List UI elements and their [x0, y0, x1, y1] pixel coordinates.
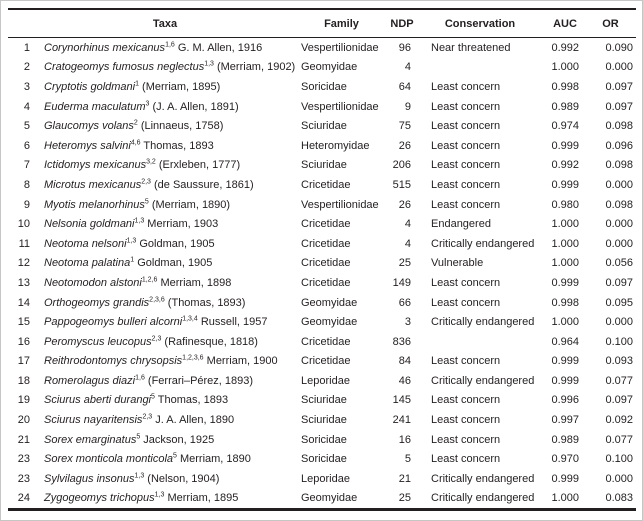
species-authority: (Merriam, 1895) [139, 80, 221, 93]
conservation-cell: Least concern [431, 120, 501, 133]
conservation-cell: Least concern [431, 139, 501, 152]
conservation-cell: Least concern [431, 453, 501, 466]
row-number: 17 [17, 355, 30, 368]
conservation-cell: Least concern [431, 394, 501, 407]
row-number: 15 [17, 316, 30, 329]
column-header-family: Family [294, 9, 389, 38]
species-superscript: 1,6 [135, 374, 145, 382]
species-name: Romerolagus diazi [44, 374, 136, 387]
species-name: Cryptotis goldmani [44, 80, 136, 93]
table-row [8, 469, 636, 489]
auc-cell: 0.998 [551, 80, 579, 93]
species-name: Myotis melanorhinus [44, 198, 145, 211]
family-cell: Vespertilionidae [301, 41, 379, 54]
table-row [8, 312, 636, 332]
species-name: Nelsonia goldmani [44, 218, 135, 231]
taxa-cell [36, 469, 294, 489]
species-superscript: 1,6 [165, 41, 175, 49]
row-number: 3 [23, 80, 30, 93]
conservation-cell [415, 58, 545, 78]
column-header-or: OR [585, 9, 636, 38]
taxa-table [8, 8, 636, 511]
or-cell: 0.093 [605, 355, 633, 368]
ndp-cell: 46 [398, 374, 411, 387]
species-superscript: 4,6 [130, 139, 141, 147]
taxa-cell [36, 234, 294, 254]
family-cell: Geomyidae [301, 61, 358, 74]
conservation-cell: Least concern [431, 178, 501, 191]
taxa-cell [36, 116, 294, 136]
row-number: 13 [17, 276, 30, 289]
or-cell: 0.097 [605, 276, 633, 289]
species-superscript: 1,3 [126, 237, 137, 245]
auc-cell: 0.964 [551, 335, 579, 348]
species-authority: Merriam, 1903 [144, 218, 219, 231]
table-row [8, 58, 636, 78]
ndp-cell: 25 [398, 257, 411, 270]
or-cell: 0.095 [605, 296, 633, 309]
species-name: Neotomodon alstoni [44, 276, 142, 289]
or-cell: 0.077 [605, 374, 633, 387]
species-authority: (Erxleben, 1777) [155, 159, 241, 172]
ndp-cell: 16 [398, 433, 411, 446]
species-authority: Merriam, 1895 [164, 492, 239, 505]
table-body [8, 38, 636, 510]
family-cell: Vespertilionidae [301, 198, 379, 211]
species-authority: G. M. Allen, 1916 [174, 41, 263, 54]
species-authority: Thomas, 1893 [140, 139, 214, 152]
family-cell: Cricetidae [301, 237, 351, 250]
taxa-cell [36, 410, 294, 430]
species-authority: (Linnaeus, 1758) [137, 120, 224, 133]
species-superscript: 5 [136, 433, 141, 441]
conservation-cell: Critically endangered [431, 316, 535, 329]
conservation-cell: Least concern [431, 355, 501, 368]
species-superscript: 2,3 [141, 178, 151, 186]
species-authority: Goldman, 1905 [134, 257, 213, 270]
species-authority: (Merriam, 1890) [148, 198, 231, 211]
species-name: Sciurus nayaritensis [44, 414, 143, 427]
species-authority: Goldman, 1905 [136, 237, 215, 250]
or-cell: 0.100 [605, 453, 633, 466]
row-number: 18 [17, 374, 30, 387]
ndp-cell: 4 [404, 61, 411, 74]
row-number: 9 [23, 198, 30, 211]
species-authority: (de Saussure, 1861) [150, 178, 254, 191]
taxa-cell [36, 97, 294, 117]
table-row [8, 77, 636, 97]
species-name: Reithrodontomys chrysopsis [44, 355, 183, 368]
row-number: 4 [23, 100, 30, 113]
auc-cell: 0.999 [551, 355, 579, 368]
row-number: 20 [17, 414, 30, 427]
conservation-cell: Vulnerable [431, 257, 484, 270]
or-cell: 0.000 [605, 316, 633, 329]
taxa-cell [36, 254, 294, 274]
or-cell: 0.097 [605, 100, 633, 113]
species-name: Glaucomys volans [44, 120, 134, 133]
auc-cell: 1.000 [551, 218, 579, 231]
ndp-cell: 149 [392, 276, 411, 289]
species-name: Euderma maculatum [44, 100, 146, 113]
species-superscript: 3 [145, 99, 150, 107]
table-row [8, 234, 636, 254]
conservation-cell: Endangered [431, 218, 491, 231]
row-number: 11 [18, 237, 30, 250]
table-row [8, 38, 636, 58]
row-number: 21 [17, 433, 30, 446]
row-number: 24 [17, 492, 30, 505]
taxa-cell [36, 58, 294, 78]
species-name: Ictidomys mexicanus [44, 159, 147, 172]
ndp-cell: 9 [404, 100, 411, 113]
table-row [8, 273, 636, 293]
species-name: Sylvilagus insonus [44, 472, 135, 485]
species-superscript: 1,2,6 [141, 276, 158, 284]
species-superscript: 5 [173, 452, 177, 460]
species-authority: (Rafinesque, 1818) [161, 335, 258, 348]
or-cell: 0.056 [605, 257, 633, 270]
taxa-cell [36, 156, 294, 176]
column-header-auc: AUC [545, 9, 585, 38]
species-authority: Merriam, 1900 [203, 355, 278, 368]
table-row [8, 352, 636, 372]
species-authority: Merriam, 1890 [176, 453, 251, 466]
taxa-cell [36, 38, 294, 58]
row-number: 7 [23, 159, 30, 172]
auc-cell: 1.000 [551, 61, 579, 74]
family-cell: Soricidae [301, 433, 347, 446]
conservation-cell: Least concern [431, 296, 501, 309]
family-cell: Cricetidae [301, 276, 351, 289]
auc-cell: 0.999 [551, 276, 579, 289]
table-row [8, 136, 636, 156]
or-cell: 0.000 [605, 237, 633, 250]
ndp-cell: 26 [398, 139, 411, 152]
species-superscript: 1 [135, 80, 139, 88]
family-cell: Sciuridae [301, 394, 347, 407]
auc-cell: 0.996 [551, 394, 579, 407]
species-authority: Russell, 1957 [197, 316, 268, 329]
family-cell: Soricidae [301, 453, 347, 466]
conservation-cell: Least concern [431, 159, 501, 172]
species-authority: Jackson, 1925 [140, 433, 215, 446]
or-cell: 0.100 [605, 335, 633, 348]
row-number: 19 [17, 394, 30, 407]
taxa-cell [36, 175, 294, 195]
taxa-cell [36, 273, 294, 293]
table-row [8, 489, 636, 510]
species-name: Microtus mexicanus [44, 178, 142, 191]
species-authority: Merriam, 1898 [157, 276, 232, 289]
ndp-cell: 84 [398, 355, 411, 368]
header-row [8, 9, 636, 38]
auc-cell: 0.992 [551, 159, 579, 172]
auc-cell: 0.980 [551, 198, 579, 211]
auc-cell: 1.000 [551, 257, 579, 270]
conservation-cell: Critically endangered [431, 374, 535, 387]
conservation-cell: Least concern [431, 414, 501, 427]
taxa-cell [36, 312, 294, 332]
row-number: 6 [23, 139, 30, 152]
table-row [8, 175, 636, 195]
species-superscript: 2,3,6 [149, 295, 165, 303]
species-superscript: 1,3,4 [182, 315, 198, 323]
conservation-cell: Least concern [431, 276, 501, 289]
family-cell: Cricetidae [301, 335, 351, 348]
taxa-cell [36, 430, 294, 450]
ndp-cell: 4 [404, 218, 411, 231]
species-superscript: 1 [130, 256, 135, 264]
family-cell: Cricetidae [301, 218, 351, 231]
family-cell: Geomyidae [301, 296, 358, 309]
auc-cell: 0.998 [551, 296, 579, 309]
table-row [8, 97, 636, 117]
auc-cell: 1.000 [551, 492, 579, 505]
table-row [8, 293, 636, 313]
family-cell: Sciuridae [301, 159, 347, 172]
ndp-cell: 66 [398, 296, 411, 309]
taxa-cell [36, 136, 294, 156]
auc-cell: 0.989 [551, 100, 579, 113]
table-row [8, 371, 636, 391]
species-authority: (Nelson, 1904) [144, 472, 220, 485]
auc-cell: 0.970 [551, 453, 579, 466]
column-header-taxa: Taxa [36, 9, 294, 38]
ndp-cell: 3 [404, 316, 411, 329]
row-number: 12 [17, 257, 30, 270]
family-cell: Leporidae [301, 374, 350, 387]
or-cell: 0.092 [605, 414, 633, 427]
row-number: 23 [17, 453, 30, 466]
table-row [8, 156, 636, 176]
species-name: Sorex emarginatus [44, 433, 137, 446]
or-cell: 0.098 [605, 120, 633, 133]
taxa-cell [36, 195, 294, 215]
species-superscript: 1,3 [134, 217, 145, 225]
ndp-cell: 206 [392, 159, 411, 172]
ndp-cell: 25 [398, 492, 411, 505]
taxa-cell [36, 293, 294, 313]
auc-cell: 0.989 [551, 433, 579, 446]
species-name: Cratogeomys fumosus neglectus [44, 61, 205, 74]
table-row [8, 410, 636, 430]
family-cell: Heteromyidae [301, 139, 370, 152]
column-header-ndp: NDP [389, 9, 415, 38]
species-superscript: 2 [133, 119, 138, 127]
or-cell: 0.083 [605, 492, 633, 505]
auc-cell: 0.999 [551, 178, 579, 191]
table-row [8, 214, 636, 234]
conservation-cell: Critically endangered [431, 237, 535, 250]
family-cell: Sciuridae [301, 414, 347, 427]
ndp-cell: 96 [398, 41, 411, 54]
ndp-cell: 836 [392, 335, 411, 348]
species-superscript: 1,3 [154, 491, 165, 499]
ndp-cell: 26 [398, 198, 411, 211]
table-row [8, 391, 636, 411]
species-superscript: 1,2,3,6 [182, 354, 204, 362]
species-superscript: 2,3 [151, 335, 162, 343]
conservation-cell: Least concern [431, 100, 501, 113]
species-name: Neotoma palatina [44, 257, 131, 270]
auc-cell: 1.000 [551, 237, 579, 250]
or-cell: 0.090 [605, 41, 633, 54]
or-cell: 0.096 [605, 139, 633, 152]
ndp-cell: 64 [398, 80, 411, 93]
auc-cell: 0.992 [551, 41, 579, 54]
ndp-cell: 5 [404, 453, 411, 466]
taxa-cell [36, 489, 294, 510]
taxa-cell [36, 332, 294, 352]
column-header-index [8, 9, 36, 38]
family-cell: Soricidae [301, 80, 347, 93]
table-row [8, 254, 636, 274]
ndp-cell: 21 [398, 472, 411, 485]
species-superscript: 5 [151, 393, 155, 401]
conservation-cell: Least concern [431, 433, 501, 446]
species-superscript: 1,3 [204, 60, 214, 68]
auc-cell: 0.999 [551, 139, 579, 152]
row-number: 8 [23, 178, 30, 191]
or-cell: 0.098 [605, 198, 633, 211]
family-cell: Cricetidae [301, 178, 351, 191]
family-cell: Geomyidae [301, 316, 358, 329]
auc-cell: 0.999 [551, 374, 579, 387]
row-number: 1 [23, 41, 30, 54]
family-cell: Sciuridae [301, 120, 347, 133]
species-authority: Thomas, 1893 [154, 394, 229, 407]
ndp-cell: 145 [392, 394, 411, 407]
auc-cell: 0.997 [551, 414, 579, 427]
or-cell: 0.077 [605, 433, 633, 446]
family-cell: Vespertilionidae [301, 100, 379, 113]
family-cell: Geomyidae [301, 492, 358, 505]
species-name: Corynorhinus mexicanus [44, 41, 166, 54]
taxa-cell [36, 391, 294, 411]
or-cell: 0.097 [605, 394, 633, 407]
row-number: 2 [23, 61, 30, 74]
conservation-cell: Near threatened [431, 41, 511, 54]
table-row [8, 195, 636, 215]
taxa-cell [36, 214, 294, 234]
species-name: Orthogeomys grandis [44, 296, 150, 309]
row-number: 10 [17, 218, 30, 231]
conservation-cell: Least concern [431, 80, 501, 93]
ndp-cell: 515 [392, 178, 411, 191]
family-cell: Cricetidae [301, 355, 351, 368]
or-cell: 0.000 [605, 178, 633, 191]
auc-cell: 0.999 [551, 472, 579, 485]
or-cell: 0.000 [605, 472, 633, 485]
species-name: Pappogeomys bulleri alcorni [44, 316, 183, 329]
row-number: 16 [17, 335, 30, 348]
conservation-cell: Critically endangered [431, 492, 535, 505]
species-name: Neotoma nelsoni [44, 237, 127, 250]
conservation-cell: Critically endangered [431, 472, 535, 485]
taxa-cell [36, 371, 294, 391]
table-row [8, 449, 636, 469]
taxa-cell [36, 77, 294, 97]
species-authority: J. A. Allen, 1890 [152, 414, 235, 427]
species-superscript: 1,3 [134, 472, 145, 480]
auc-cell: 0.974 [551, 120, 579, 133]
table-row [8, 430, 636, 450]
species-name: Sciurus aberti durangi [44, 394, 152, 407]
species-name: Zygogeomys trichopus [44, 492, 155, 505]
species-superscript: 2,3 [142, 413, 153, 421]
row-number: 5 [23, 120, 30, 133]
family-cell: Leporidae [301, 472, 350, 485]
table-row [8, 332, 636, 352]
taxa-cell [36, 352, 294, 372]
species-name: Heteromys salvini [44, 139, 131, 152]
conservation-cell [415, 332, 545, 352]
or-cell: 0.000 [605, 218, 633, 231]
conservation-cell: Least concern [431, 198, 501, 211]
species-authority: (Merriam, 1902) [213, 61, 296, 74]
table-row [8, 116, 636, 136]
species-superscript: 5 [144, 197, 149, 205]
ndp-cell: 75 [398, 120, 411, 133]
taxa-cell [36, 449, 294, 469]
species-authority: (J. A. Allen, 1891) [149, 100, 239, 113]
or-cell: 0.097 [605, 80, 633, 93]
column-header-conservation: Conservation [415, 9, 545, 38]
or-cell: 0.000 [605, 61, 633, 74]
or-cell: 0.098 [605, 159, 633, 172]
species-authority: (Thomas, 1893) [164, 296, 246, 309]
species-name: Peromyscus leucopus [44, 335, 152, 348]
ndp-cell: 4 [404, 237, 411, 250]
auc-cell: 1.000 [551, 316, 579, 329]
family-cell: Cricetidae [301, 257, 351, 270]
table-header [8, 9, 636, 38]
row-number: 14 [17, 296, 30, 309]
species-authority: (Ferrari–Pérez, 1893) [144, 374, 254, 387]
species-superscript: 3,2 [146, 158, 156, 166]
row-number: 23 [17, 472, 30, 485]
species-name: Sorex monticola monticola [44, 453, 174, 466]
ndp-cell: 241 [392, 414, 411, 427]
